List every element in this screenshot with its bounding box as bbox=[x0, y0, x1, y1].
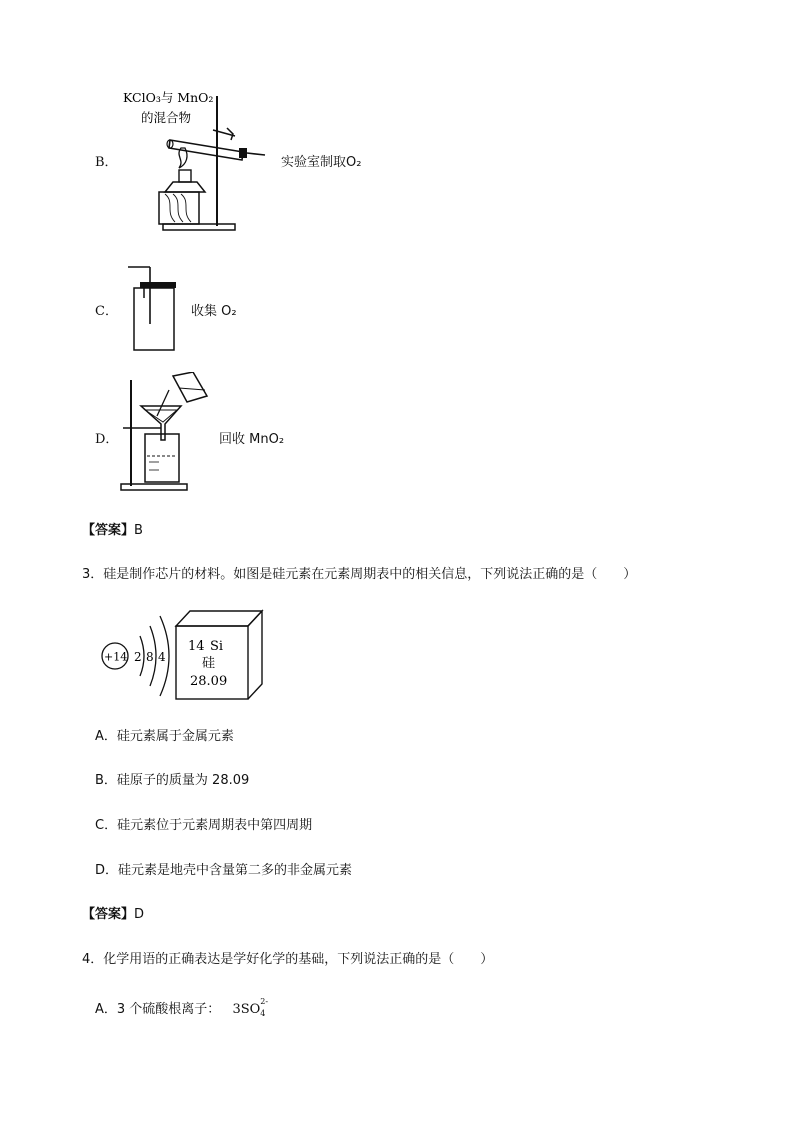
q3-stem: 3．硅是制作芯片的材料。如图是硅元素在元素周期表中的相关信息，下列说法正确的是（ ） bbox=[82, 567, 637, 582]
shell-1-electrons: 2 bbox=[134, 650, 142, 664]
option-c-caption: 收集 O₂ bbox=[191, 304, 237, 319]
atomic-mass: 28.09 bbox=[190, 674, 228, 689]
q4-option-a-text: A．3 个硫酸根离子： bbox=[95, 1002, 221, 1017]
element-symbol: Si bbox=[210, 639, 224, 654]
silicon-element-figure bbox=[98, 606, 268, 704]
option-c-letter: C． bbox=[95, 304, 118, 319]
answer-value: D bbox=[134, 907, 145, 922]
q3-option-d: D．硅元素是地壳中含量第二多的非金属元素 bbox=[95, 863, 353, 878]
option-b-letter: B． bbox=[95, 155, 118, 170]
atomic-number: 14 bbox=[188, 639, 205, 654]
reagent-label-line1: KClO₃与 MnO₂ bbox=[123, 90, 214, 105]
reagent-label-line2: 的混合物 bbox=[141, 110, 192, 125]
answer-label: 【答案】 bbox=[82, 907, 135, 922]
q3-option-b: B．硅原子的质量为 28.09 bbox=[95, 773, 250, 788]
formula-main: 3SO bbox=[232, 1002, 261, 1017]
gas-collection-bottle-figure bbox=[122, 264, 182, 354]
option-d-letter: D． bbox=[95, 432, 119, 447]
q3-option-a: A．硅元素属于金属元素 bbox=[95, 729, 234, 744]
q4-option-a bbox=[95, 998, 268, 1017]
answer-value: B bbox=[134, 523, 143, 538]
shell-3-electrons: 4 bbox=[158, 650, 166, 664]
formula-superscript: 2- bbox=[260, 997, 269, 1006]
option-d-caption: 回收 MnO₂ bbox=[219, 432, 285, 447]
filtration-apparatus-figure bbox=[117, 372, 212, 496]
option-b-caption: 实验室制取O₂ bbox=[281, 155, 362, 170]
q4-stem: 4．化学用语的正确表达是学好化学的基础，下列说法正确的是（ ） bbox=[82, 952, 494, 967]
answer-label: 【答案】 bbox=[82, 523, 135, 538]
q3-answer bbox=[82, 903, 144, 922]
q3-option-c: C．硅元素位于元素周期表中第四周期 bbox=[95, 818, 313, 833]
sulfate-formula bbox=[232, 997, 269, 1018]
nucleus-charge: +14 bbox=[104, 650, 128, 664]
formula-subscript: 4 bbox=[260, 1009, 266, 1018]
element-name: 硅 bbox=[202, 656, 216, 671]
oxygen-preparation-apparatus-figure bbox=[115, 84, 275, 236]
q2-answer bbox=[82, 519, 143, 538]
shell-2-electrons: 8 bbox=[146, 650, 154, 664]
